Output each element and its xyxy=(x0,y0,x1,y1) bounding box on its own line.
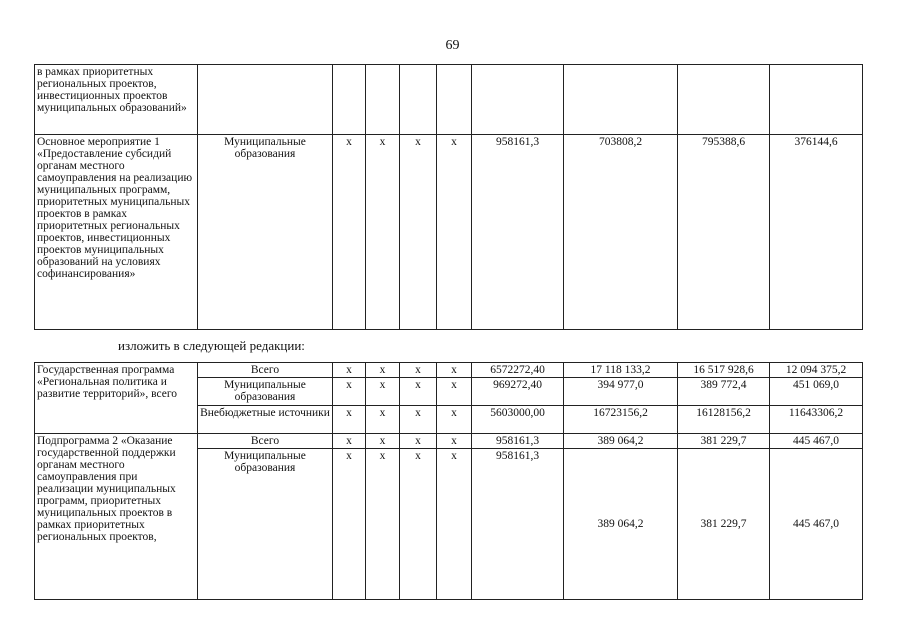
code-cell: х xyxy=(400,363,437,378)
value-cell: 445 467,0 xyxy=(770,449,863,600)
code-cell xyxy=(400,65,437,135)
code-cell: х xyxy=(437,434,472,449)
value-cell: 703808,2 xyxy=(564,135,678,330)
value-cell xyxy=(770,65,863,135)
table-row xyxy=(35,65,863,135)
executor-cell: Муниципальные образования xyxy=(198,135,333,330)
source-cell: Муниципальные образования xyxy=(198,378,333,406)
code-cell: х xyxy=(400,135,437,330)
replacement-caption: изложить в следующей редакции: xyxy=(118,338,305,353)
code-cell: х xyxy=(400,378,437,406)
row-name: в рамках приоритетных региональных проектов, инвестиционных проектов муниципальных образований» xyxy=(35,65,198,135)
code-cell: х xyxy=(400,449,437,600)
value-cell xyxy=(678,65,770,135)
code-cell: х xyxy=(437,135,472,330)
code-cell: х xyxy=(333,378,366,406)
source-cell: Муниципальные образования xyxy=(198,449,333,600)
value-cell: 17 118 133,2 xyxy=(564,363,678,378)
code-cell: х xyxy=(437,449,472,600)
code-cell: х xyxy=(366,378,400,406)
value-cell xyxy=(564,65,678,135)
code-cell: х xyxy=(333,363,366,378)
code-cell: х xyxy=(333,449,366,600)
value-cell: 16723156,2 xyxy=(564,406,678,434)
row-name: Основное мероприятие 1 «Предоставление субсидий органам местного самоуправления на реализацию муниципальных программ, приоритетных муниципальных проектов в рамках приоритетных региональных проектов, инвестиционных проектов муниципальных образований на условиях софинансирования» xyxy=(35,135,198,330)
code-cell xyxy=(333,65,366,135)
value-cell: 376144,6 xyxy=(770,135,863,330)
source-cell: Всего xyxy=(198,363,333,378)
value-cell: 445 467,0 xyxy=(770,434,863,449)
program-name: Государственная программа «Региональная политика и развитие территорий», всего xyxy=(35,363,198,434)
value-cell: 389 772,4 xyxy=(678,378,770,406)
value-cell: 451 069,0 xyxy=(770,378,863,406)
code-cell: х xyxy=(333,434,366,449)
value-cell: 16128156,2 xyxy=(678,406,770,434)
code-cell: х xyxy=(437,363,472,378)
code-cell xyxy=(366,65,400,135)
top-budget-table xyxy=(34,64,863,330)
code-cell: х xyxy=(366,406,400,434)
value-cell: 5603000,00 xyxy=(472,406,564,434)
value-cell: 389 064,2 xyxy=(564,449,678,600)
table-row xyxy=(35,363,863,378)
code-cell: х xyxy=(437,378,472,406)
value-cell: 795388,6 xyxy=(678,135,770,330)
code-cell: х xyxy=(333,135,366,330)
code-cell: х xyxy=(366,363,400,378)
value-cell: 958161,3 xyxy=(472,135,564,330)
value-cell: 958161,3 xyxy=(472,449,564,600)
value-cell: 381 229,7 xyxy=(678,434,770,449)
code-cell: х xyxy=(366,434,400,449)
value-cell: 11643306,2 xyxy=(770,406,863,434)
value-cell: 16 517 928,6 xyxy=(678,363,770,378)
source-cell: Внебюджетные источники xyxy=(198,406,333,434)
value-cell: 958161,3 xyxy=(472,434,564,449)
source-cell: Всего xyxy=(198,434,333,449)
value-cell xyxy=(472,65,564,135)
bottom-budget-table xyxy=(34,362,863,600)
code-cell: х xyxy=(400,434,437,449)
code-cell: х xyxy=(437,406,472,434)
value-cell: 12 094 375,2 xyxy=(770,363,863,378)
code-cell: х xyxy=(333,406,366,434)
table-row xyxy=(35,135,863,330)
code-cell: х xyxy=(400,406,437,434)
value-cell: 6572272,40 xyxy=(472,363,564,378)
page-number: 69 xyxy=(445,38,460,53)
value-cell: 394 977,0 xyxy=(564,378,678,406)
code-cell: х xyxy=(366,135,400,330)
code-cell: х xyxy=(366,449,400,600)
value-cell: 381 229,7 xyxy=(678,449,770,600)
value-cell: 389 064,2 xyxy=(564,434,678,449)
table-row xyxy=(35,434,863,449)
subprogram-name: Подпрограмма 2 «Оказание государственной поддержки органам местного самоуправления при реализации муниципальных программ, приоритетных муниципальных проектов в рамках приоритетных региональных проектов, xyxy=(35,434,198,600)
executor-cell xyxy=(198,65,333,135)
value-cell: 969272,40 xyxy=(472,378,564,406)
code-cell xyxy=(437,65,472,135)
